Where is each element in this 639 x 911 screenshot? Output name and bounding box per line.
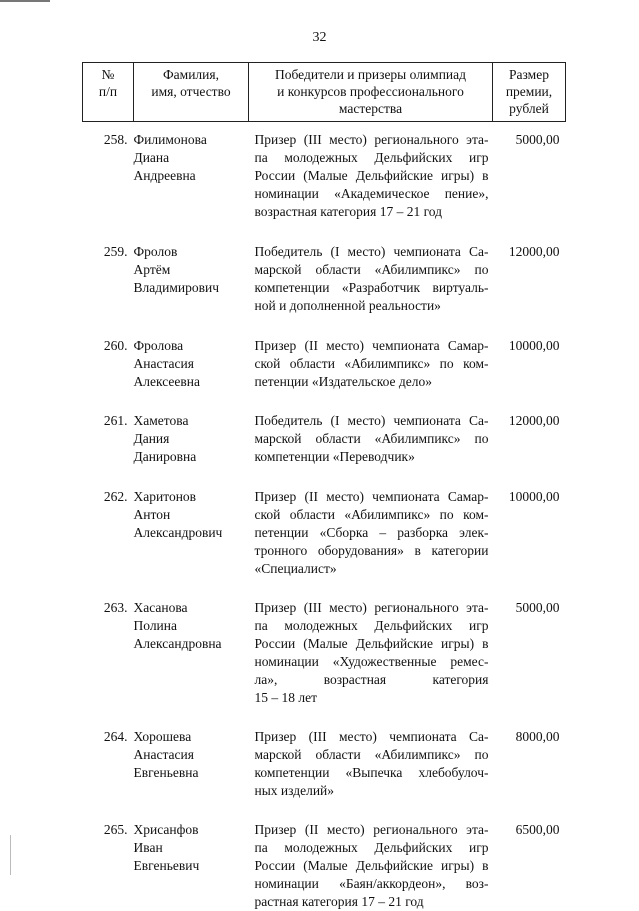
row-prize-amount: 5000,00 <box>493 131 566 221</box>
row-description <box>249 488 493 578</box>
description-line: ла», возрастная категория <box>255 671 489 689</box>
row-spacer-cell <box>83 221 566 243</box>
description-line: Призер (III место) регионального эта- <box>255 599 489 617</box>
name-part: Иван <box>134 839 249 857</box>
table-row <box>83 337 566 391</box>
row-full-name <box>134 243 249 315</box>
page-number: 32 <box>0 30 639 46</box>
name-part: Антон <box>134 506 249 524</box>
name-part: Андреевна <box>134 167 249 185</box>
row-number: 258. <box>83 131 134 221</box>
row-spacer <box>83 122 566 132</box>
row-spacer <box>83 578 566 599</box>
name-part: Алексеевна <box>134 373 249 391</box>
description-line: Призер (II место) чемпионата Самар- <box>255 488 489 506</box>
name-part: Филимонова <box>134 131 249 149</box>
header-number <box>83 63 134 122</box>
row-spacer <box>83 466 566 488</box>
description-line: ской области «Абилимпикс» по ком- <box>255 355 489 373</box>
table-row <box>83 131 566 221</box>
row-spacer-cell <box>83 122 566 132</box>
scan-edge-mark <box>0 0 50 2</box>
row-full-name <box>134 412 249 466</box>
header-description-text: Победители и призеры олимпиад и конкурсов профессионального мастерства <box>275 67 466 116</box>
description-line: Победитель (I место) чемпионата Са- <box>255 412 489 430</box>
scan-edge-mark-left <box>10 835 11 875</box>
row-spacer <box>83 221 566 243</box>
description-line: ных изделий» <box>255 782 489 800</box>
table-row <box>83 412 566 466</box>
description-line: тронного оборудования» в категории <box>255 542 489 560</box>
header-prize-text: Размер премии, рублей <box>506 67 552 116</box>
name-part: Хасанова <box>134 599 249 617</box>
description-line: возрастная категория 17 – 21 год <box>255 203 489 221</box>
row-number: 262. <box>83 488 134 578</box>
row-number: 260. <box>83 337 134 391</box>
name-part: Диана <box>134 149 249 167</box>
name-part: Александровна <box>134 635 249 653</box>
row-number: 264. <box>83 728 134 800</box>
header-description <box>249 63 493 122</box>
row-description <box>249 412 493 466</box>
description-line: марской области «Абилимпикс» по <box>255 746 489 764</box>
row-prize-amount: 12000,00 <box>493 243 566 315</box>
name-part: Данировна <box>134 448 249 466</box>
description-line: номинации «Академическое пение», <box>255 185 489 203</box>
row-prize-amount: 12000,00 <box>493 412 566 466</box>
row-full-name <box>134 488 249 578</box>
header-prize <box>493 63 566 122</box>
row-number: 263. <box>83 599 134 707</box>
description-line: петенции «Сборка – разборка элек- <box>255 524 489 542</box>
header-name <box>134 63 249 122</box>
name-part: Хаметова <box>134 412 249 430</box>
description-line: ной и дополненной реальности» <box>255 297 489 315</box>
name-part: Харитонов <box>134 488 249 506</box>
row-spacer <box>83 315 566 337</box>
description-line: па молодежных Дельфийских игр <box>255 839 489 857</box>
table-row <box>83 243 566 315</box>
row-prize-amount: 10000,00 <box>493 337 566 391</box>
description-line: компетенции «Выпечка хлебобулоч- <box>255 764 489 782</box>
description-line: па молодежных Дельфийских игр <box>255 617 489 635</box>
description-line: марской области «Абилимпикс» по <box>255 261 489 279</box>
header-name-text: Фамилия, имя, отчество <box>151 67 230 99</box>
table-body <box>83 122 566 911</box>
table-row <box>83 599 566 707</box>
header-number-text: № п/п <box>99 67 117 99</box>
description-line: номинации «Художественные ремес- <box>255 653 489 671</box>
description-line: ской области «Абилимпикс» по ком- <box>255 506 489 524</box>
name-part: Артём <box>134 261 249 279</box>
row-full-name <box>134 821 249 911</box>
description-line: 15 – 18 лет <box>255 689 489 707</box>
description-line: Победитель (I место) чемпионата Са- <box>255 243 489 261</box>
row-spacer-cell <box>83 466 566 488</box>
description-line: Призер (II место) чемпионата Самар- <box>255 337 489 355</box>
table-row <box>83 488 566 578</box>
table-header <box>83 63 566 122</box>
row-spacer-cell <box>83 800 566 821</box>
description-line: па молодежных Дельфийских игр <box>255 149 489 167</box>
row-description <box>249 243 493 315</box>
prize-winners-table <box>82 62 566 911</box>
description-line: Призер (II место) регионального эта- <box>255 821 489 839</box>
description-line: номинации «Баян/аккордеон», воз- <box>255 875 489 893</box>
row-full-name <box>134 728 249 800</box>
description-line: «Специалист» <box>255 560 489 578</box>
row-prize-amount: 8000,00 <box>493 728 566 800</box>
description-line: петенции «Издательское дело» <box>255 373 489 391</box>
row-spacer <box>83 391 566 412</box>
name-part: Евгеньевна <box>134 764 249 782</box>
name-part: Хорошева <box>134 728 249 746</box>
row-spacer-cell <box>83 315 566 337</box>
row-description <box>249 599 493 707</box>
description-line: растная категория 17 – 21 год <box>255 893 489 911</box>
description-line: марской области «Абилимпикс» по <box>255 430 489 448</box>
row-spacer-cell <box>83 578 566 599</box>
row-spacer-cell <box>83 707 566 728</box>
row-number: 261. <box>83 412 134 466</box>
row-prize-amount: 6500,00 <box>493 821 566 911</box>
row-full-name <box>134 337 249 391</box>
row-description <box>249 131 493 221</box>
description-line: компетенции «Разработчик виртуаль- <box>255 279 489 297</box>
row-description <box>249 728 493 800</box>
name-part: Фролов <box>134 243 249 261</box>
name-part: Владимирович <box>134 279 249 297</box>
row-number: 259. <box>83 243 134 315</box>
row-spacer <box>83 800 566 821</box>
name-part: Анастасия <box>134 355 249 373</box>
description-line: России (Малые Дельфийские игры) в <box>255 857 489 875</box>
description-line: России (Малые Дельфийские игры) в <box>255 167 489 185</box>
description-line: Призер (III место) регионального эта- <box>255 131 489 149</box>
name-part: Дания <box>134 430 249 448</box>
row-full-name <box>134 131 249 221</box>
row-full-name <box>134 599 249 707</box>
name-part: Анастасия <box>134 746 249 764</box>
name-part: Евгеньевич <box>134 857 249 875</box>
row-prize-amount: 10000,00 <box>493 488 566 578</box>
description-line: России (Малые Дельфийские игры) в <box>255 635 489 653</box>
name-part: Александрович <box>134 524 249 542</box>
row-number: 265. <box>83 821 134 911</box>
row-description <box>249 821 493 911</box>
name-part: Хрисанфов <box>134 821 249 839</box>
row-prize-amount: 5000,00 <box>493 599 566 707</box>
description-line: компетенции «Переводчик» <box>255 448 489 466</box>
name-part: Фролова <box>134 337 249 355</box>
row-spacer <box>83 707 566 728</box>
row-description <box>249 337 493 391</box>
table-row <box>83 728 566 800</box>
name-part: Полина <box>134 617 249 635</box>
table-row <box>83 821 566 911</box>
row-spacer-cell <box>83 391 566 412</box>
description-line: Призер (III место) чемпионата Са- <box>255 728 489 746</box>
